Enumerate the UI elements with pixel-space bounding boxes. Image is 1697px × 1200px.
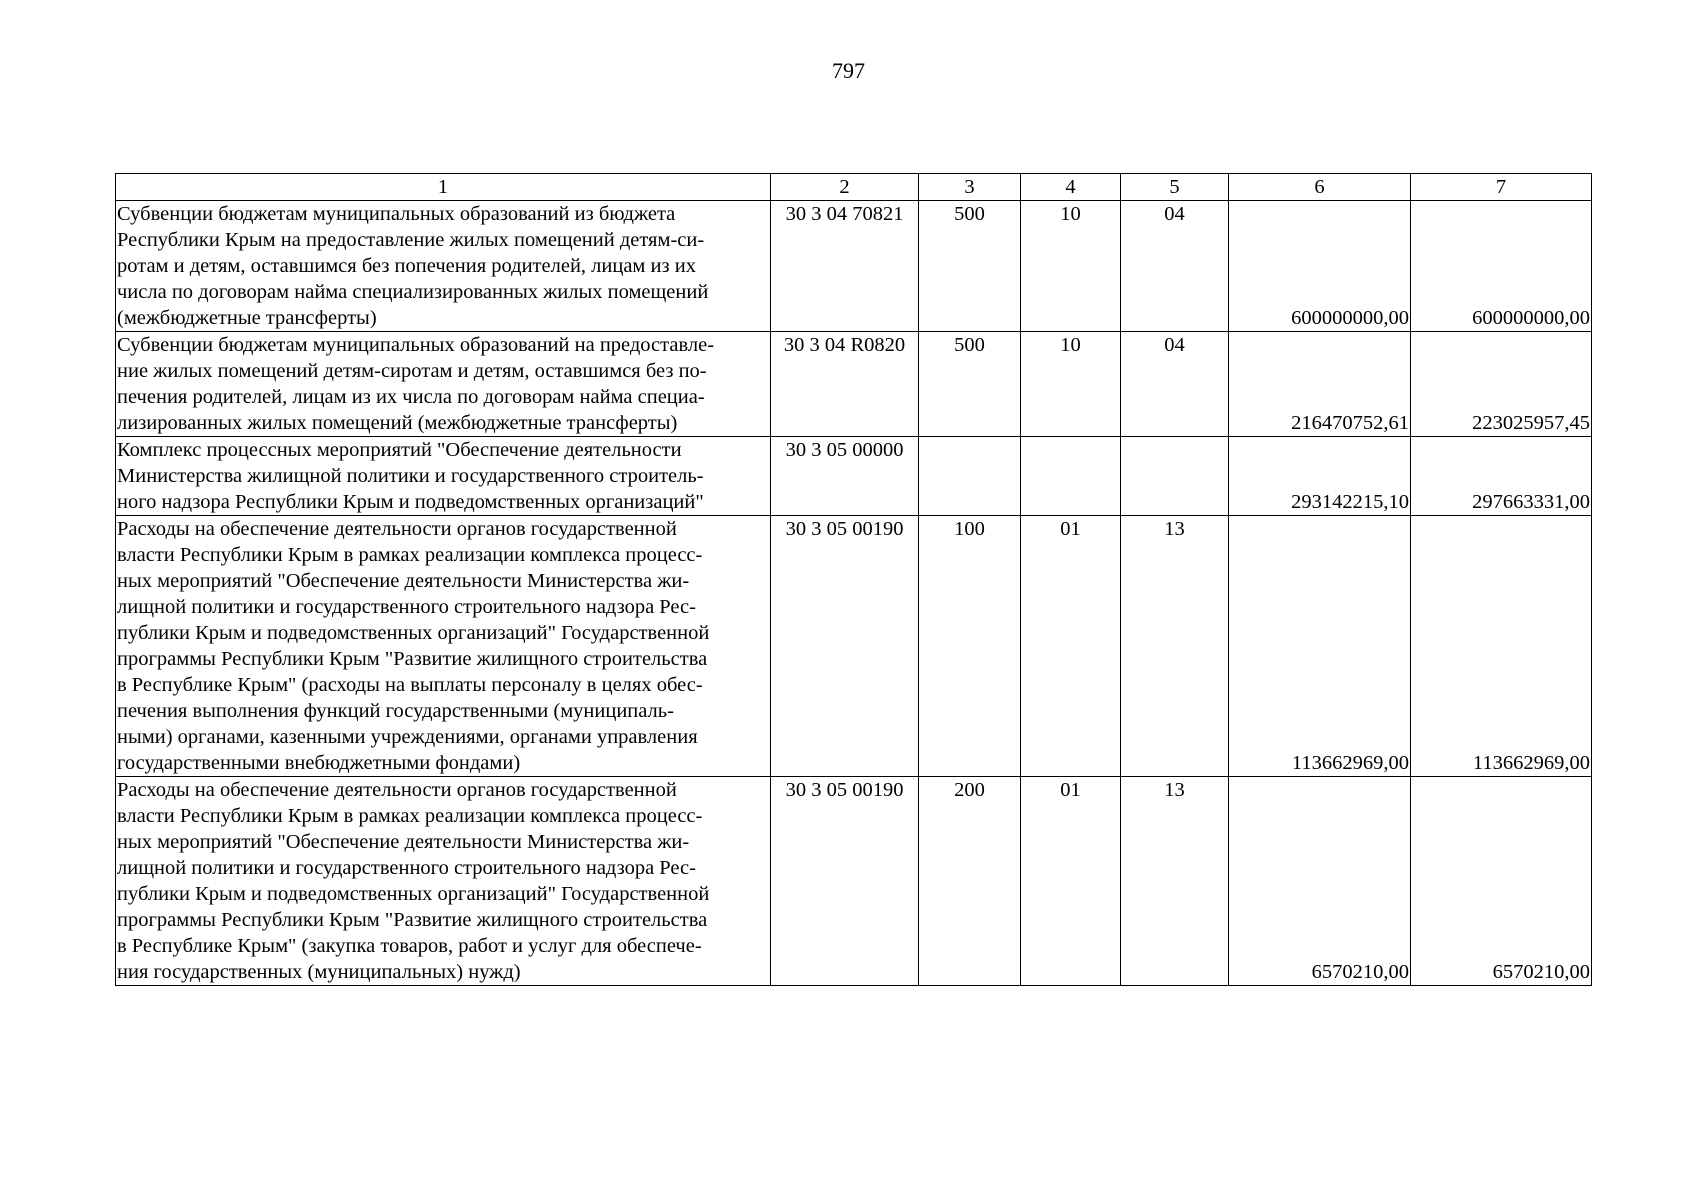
item-name-line: ных мероприятий "Обеспечение деятельности Министерства жи- bbox=[117, 570, 690, 592]
page-number: 797 bbox=[832, 58, 865, 83]
item-name-line: в Республике Крым" (расходы на выплаты персоналу в целях обес- bbox=[117, 674, 703, 696]
item-name-line: Субвенции бюджетам муниципальных образований из бюджета bbox=[117, 203, 676, 225]
col5-cell: 13 bbox=[1121, 777, 1229, 986]
header-cell: 5 bbox=[1121, 174, 1229, 201]
col3-cell: 200 bbox=[919, 777, 1021, 986]
item-name-line: программы Республики Крым "Развитие жилищного строительства bbox=[117, 648, 708, 670]
col3-cell: 500 bbox=[919, 332, 1021, 437]
amount-year1-cell: 293142215,10 bbox=[1229, 437, 1411, 516]
item-name-cell bbox=[116, 777, 771, 986]
table-row bbox=[116, 516, 1592, 777]
table-row bbox=[116, 437, 1592, 516]
header-cell: 4 bbox=[1021, 174, 1121, 201]
amount-year1-cell: 216470752,61 bbox=[1229, 332, 1411, 437]
amount-year1-cell: 113662969,00 bbox=[1229, 516, 1411, 777]
col5-cell: 04 bbox=[1121, 201, 1229, 332]
item-name-line: Комплекс процессных мероприятий "Обеспечение деятельности bbox=[117, 439, 682, 461]
col4-cell: 01 bbox=[1021, 777, 1121, 986]
item-name-line: в Республике Крым" (закупка товаров, работ и услуг для обеспече- bbox=[117, 935, 702, 957]
item-name-cell bbox=[116, 516, 771, 777]
item-name-line: публики Крым и подведомственных организаций" Государственной bbox=[117, 883, 710, 905]
code-cell: 30 3 05 00190 bbox=[771, 777, 919, 986]
code-cell: 30 3 04 R0820 bbox=[771, 332, 919, 437]
item-name-line: Субвенции бюджетам муниципальных образований на предоставле- bbox=[117, 334, 715, 356]
item-name-cell bbox=[116, 437, 771, 516]
item-name-line: власти Республики Крым в рамках реализации комплекса процесс- bbox=[117, 805, 703, 827]
item-name-cell bbox=[116, 201, 771, 332]
code-cell: 30 3 04 70821 bbox=[771, 201, 919, 332]
item-name-line: власти Республики Крым в рамках реализации комплекса процесс- bbox=[117, 544, 703, 566]
item-name-line: ного надзора Республики Крым и подведомственных организаций" bbox=[117, 491, 704, 513]
header-cell: 7 bbox=[1411, 174, 1592, 201]
item-name-line: ние жилых помещений детям-сиротам и детям, оставшимся без по- bbox=[117, 360, 707, 382]
item-name-line: ными) органами, казенными учреждениями, органами управления bbox=[117, 726, 698, 748]
col4-cell: 10 bbox=[1021, 201, 1121, 332]
item-name-line: (межбюджетные трансферты) bbox=[117, 307, 377, 329]
header-cell: 6 bbox=[1229, 174, 1411, 201]
col4-cell: 10 bbox=[1021, 332, 1121, 437]
table-row bbox=[116, 777, 1592, 986]
col3-cell bbox=[919, 437, 1021, 516]
col3-cell: 500 bbox=[919, 201, 1021, 332]
col4-cell bbox=[1021, 437, 1121, 516]
item-name-line: государственными внебюджетными фондами) bbox=[117, 752, 521, 774]
header-cell: 2 bbox=[771, 174, 919, 201]
amount-year2-cell: 6570210,00 bbox=[1411, 777, 1592, 986]
budget-table bbox=[115, 173, 1592, 986]
header-cell: 1 bbox=[116, 174, 771, 201]
col3-cell: 100 bbox=[919, 516, 1021, 777]
table-row bbox=[116, 201, 1592, 332]
amount-year2-cell: 600000000,00 bbox=[1411, 201, 1592, 332]
amount-year2-cell: 223025957,45 bbox=[1411, 332, 1592, 437]
item-name-cell bbox=[116, 332, 771, 437]
code-cell: 30 3 05 00000 bbox=[771, 437, 919, 516]
item-name-line: Расходы на обеспечение деятельности органов государственной bbox=[117, 518, 677, 540]
header-cell: 3 bbox=[919, 174, 1021, 201]
item-name-line: ных мероприятий "Обеспечение деятельности Министерства жи- bbox=[117, 831, 690, 853]
amount-year1-cell: 600000000,00 bbox=[1229, 201, 1411, 332]
col5-cell: 04 bbox=[1121, 332, 1229, 437]
item-name-line: Министерства жилищной политики и государственного строитель- bbox=[117, 465, 704, 487]
item-name-line: Республики Крым на предоставление жилых помещений детям-си- bbox=[117, 229, 705, 251]
item-name-line: лизированных жилых помещений (межбюджетные трансферты) bbox=[117, 412, 678, 434]
col5-cell: 13 bbox=[1121, 516, 1229, 777]
item-name-line: ротам и детям, оставшимся без попечения родителей, лицам из их bbox=[117, 255, 696, 277]
item-name-line: числа по договорам найма специализированных жилых помещений bbox=[117, 281, 709, 303]
item-name-line: программы Республики Крым "Развитие жилищного строительства bbox=[117, 909, 708, 931]
item-name-line: лищной политики и государственного строительного надзора Рес- bbox=[117, 857, 696, 879]
item-name-line: печения родителей, лицам из их числа по договорам найма специа- bbox=[117, 386, 705, 408]
item-name-line: печения выполнения функций государственными (муниципаль- bbox=[117, 700, 674, 722]
code-cell: 30 3 05 00190 bbox=[771, 516, 919, 777]
item-name-line: публики Крым и подведомственных организаций" Государственной bbox=[117, 622, 710, 644]
item-name-line: ния государственных (муниципальных) нужд) bbox=[117, 961, 521, 983]
item-name-line: лищной политики и государственного строительного надзора Рес- bbox=[117, 596, 696, 618]
col5-cell bbox=[1121, 437, 1229, 516]
amount-year2-cell: 297663331,00 bbox=[1411, 437, 1592, 516]
col4-cell: 01 bbox=[1021, 516, 1121, 777]
header-row bbox=[116, 174, 1592, 201]
table-row bbox=[116, 332, 1592, 437]
amount-year2-cell: 113662969,00 bbox=[1411, 516, 1592, 777]
amount-year1-cell: 6570210,00 bbox=[1229, 777, 1411, 986]
item-name-line: Расходы на обеспечение деятельности органов государственной bbox=[117, 779, 677, 801]
